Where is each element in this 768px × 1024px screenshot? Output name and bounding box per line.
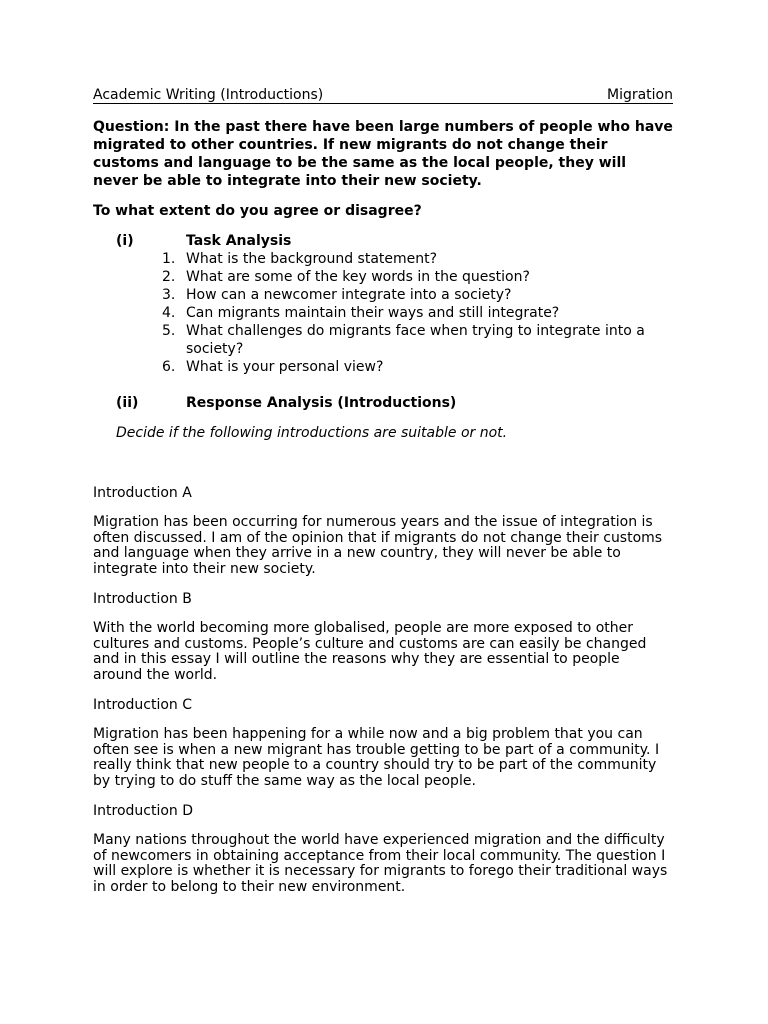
section-numeral: (ii) xyxy=(116,395,139,411)
item-number: 2. xyxy=(162,269,176,285)
item-text: What challenges do migrants face when trying to integrate into a society? xyxy=(186,323,645,357)
introduction-a-title: Introduction A xyxy=(93,485,192,501)
item-number: 1. xyxy=(162,251,176,267)
introduction-a-text: Migration has been occurring for numerous years and the issue of integration is often discussed. I am of the opinion that if migrants do not change their customs and language when they arrive in a new country, they will never be able to integrate into their new society. xyxy=(93,514,663,577)
section-response-analysis xyxy=(116,394,673,412)
section-numeral: (i) xyxy=(116,233,134,249)
header-title: Academic Writing (Introductions) xyxy=(93,87,324,103)
introduction-b-title: Introduction B xyxy=(93,591,192,607)
section-task-analysis xyxy=(116,232,673,250)
introduction-b-text: With the world becoming more globalised, people are more exposed to other cultures and customs. People’s culture and customs are can easily be changed and in this essay I will outline the reasons why they are essential to people around the world. xyxy=(93,620,647,683)
list-item xyxy=(162,304,673,322)
introduction-c-title: Introduction C xyxy=(93,697,193,713)
list-item xyxy=(162,268,673,286)
document-page xyxy=(93,87,673,895)
item-text: What is the background statement? xyxy=(186,251,438,267)
introduction-d-text: Many nations throughout the world have experienced migration and the difficulty of newcomers in obtaining acceptance from their local community. The question I will explore is whether it is necessary for migrants to forego their traditional ways in order to belong to their new environment. xyxy=(93,832,668,895)
list-item xyxy=(162,358,673,376)
document-header xyxy=(93,87,673,104)
header-topic: Migration xyxy=(606,87,673,103)
item-text: What is your personal view? xyxy=(186,359,384,375)
item-text: How can a newcomer integrate into a society? xyxy=(186,287,512,303)
instruction-text: Decide if the following introductions are suitable or not. xyxy=(116,425,508,441)
question-text: Question: In the past there have been large numbers of people who have migrated to other countries. If new migrants do not change their customs and language to be the same as the local people, they will never be able to integrate into their new society. xyxy=(93,119,673,189)
list-item xyxy=(162,322,673,358)
introduction-d-title: Introduction D xyxy=(93,803,194,819)
item-number: 5. xyxy=(162,323,176,339)
item-text: What are some of the key words in the question? xyxy=(186,269,530,285)
list-item xyxy=(162,286,673,304)
introduction-c-text: Migration has been happening for a while now and a big problem that you can often see is when a new migrant has trouble getting to be part of a community. I really think that new people to a country should try to be part of the community by trying to do stuff the same way as the local people. xyxy=(93,726,660,789)
section-title: Task Analysis xyxy=(186,233,292,249)
item-number: 3. xyxy=(162,287,176,303)
task-list xyxy=(162,250,673,376)
item-text: Can migrants maintain their ways and still integrate? xyxy=(186,305,560,321)
item-number: 6. xyxy=(162,359,176,375)
item-number: 4. xyxy=(162,305,176,321)
extent-question: To what extent do you agree or disagree? xyxy=(93,203,422,219)
list-item xyxy=(162,250,673,268)
section-title: Response Analysis (Introductions) xyxy=(186,395,457,411)
